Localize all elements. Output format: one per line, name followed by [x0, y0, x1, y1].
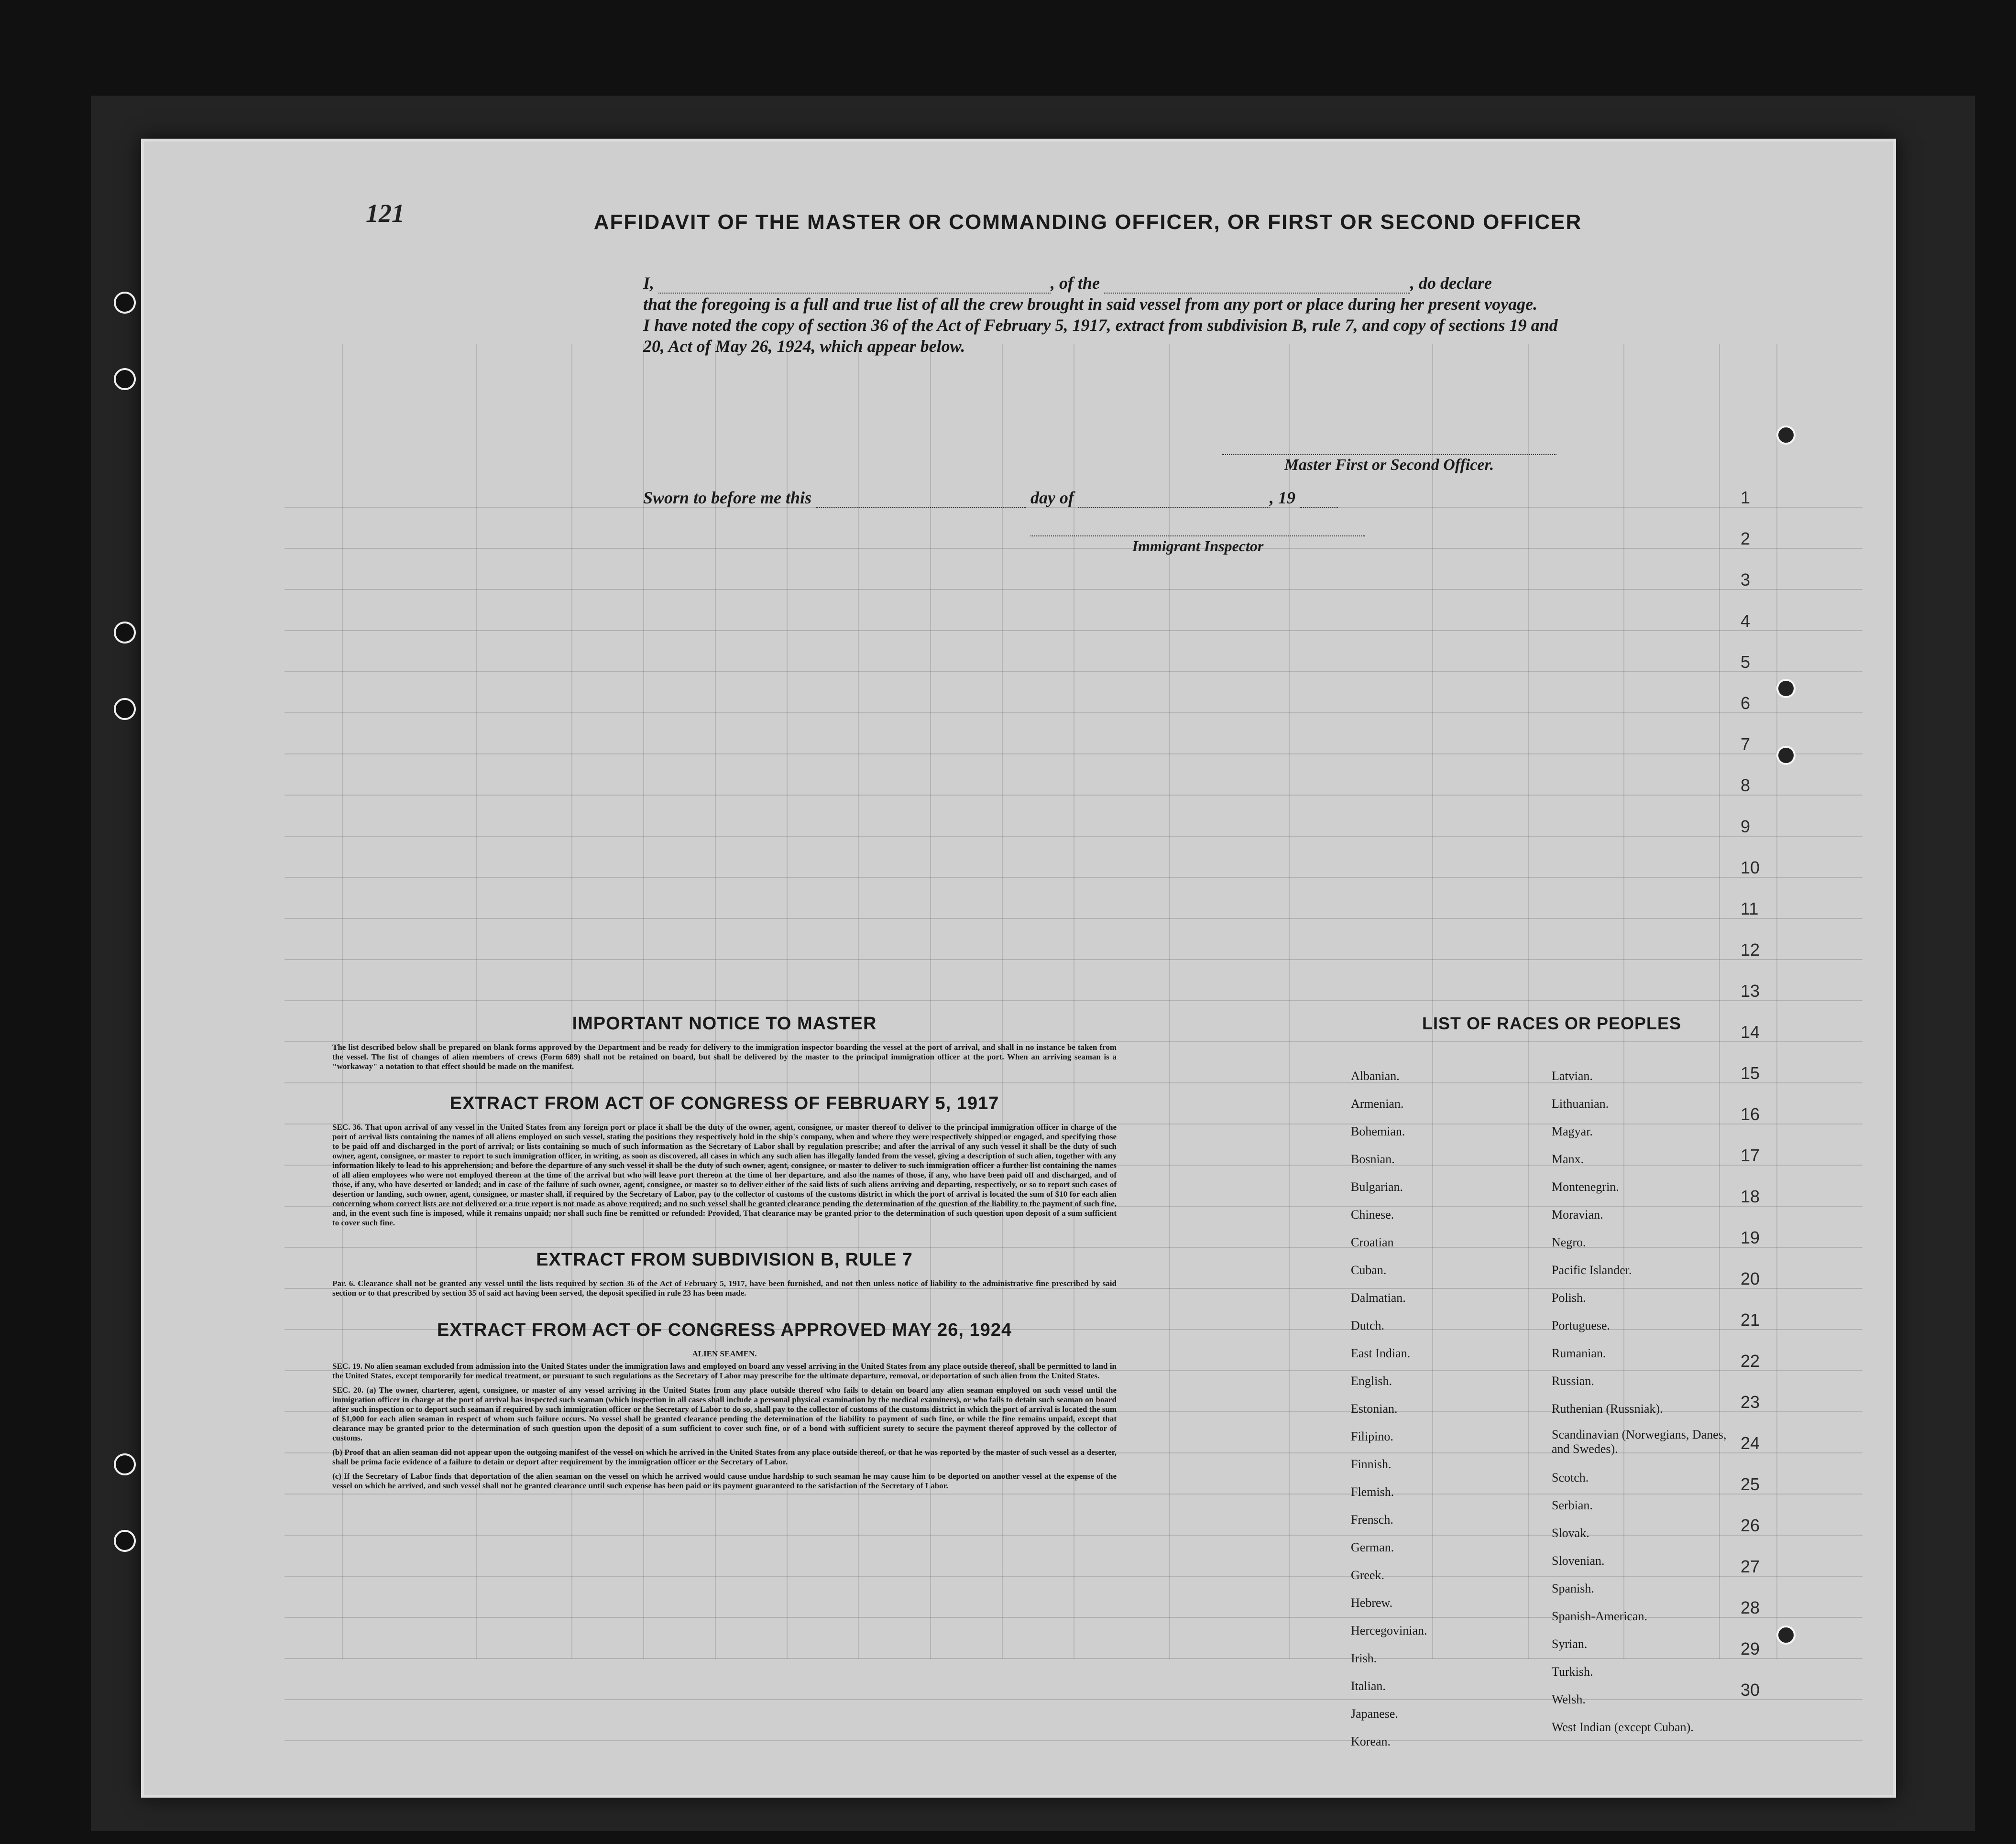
race-item: Lithuanian.: [1552, 1097, 1609, 1111]
race-item: Latvian.: [1552, 1069, 1593, 1083]
race-item: Slovak.: [1552, 1526, 1589, 1540]
race-item: Bulgarian.: [1351, 1180, 1403, 1194]
row-number: 20: [1741, 1269, 1760, 1288]
race-item: Frensch.: [1351, 1513, 1393, 1527]
row-number: 5: [1741, 652, 1751, 672]
affidavit-body-3: 20, Act of May 26, 1924, which appear below.: [643, 337, 965, 356]
race-item: Ruthenian (Russniak).: [1552, 1402, 1663, 1416]
sworn-year-field[interactable]: [1300, 507, 1338, 508]
row-number: 18: [1741, 1187, 1760, 1206]
race-item: Estonian.: [1351, 1402, 1398, 1416]
row-number: 27: [1741, 1557, 1760, 1576]
row-number: 29: [1741, 1639, 1760, 1659]
race-item: Welsh.: [1552, 1692, 1586, 1706]
races-left-column: [1351, 1062, 1566, 1756]
race-item: Hebrew.: [1351, 1596, 1393, 1610]
rule7-heading: EXTRACT FROM SUBDIVISION B, RULE 7: [536, 1250, 913, 1270]
sec20c-text: (c) If the Secretary of Labor finds that deportation of the alien seaman on the vessel on which he arrived would cause undue hardship to such seaman he may cause him to be deported on another vessel at the expense of the vessel on which he arrived, and such vessel shall not be granted clearance until such expense has been paid or its payment guaranteed to the satisfaction of the Secretary of Labor.: [332, 1472, 1117, 1490]
row-number: 12: [1741, 940, 1760, 960]
row-number: 19: [1741, 1228, 1760, 1247]
race-item: English.: [1351, 1374, 1392, 1388]
race-item: Cuban.: [1351, 1263, 1387, 1277]
notice-column: [332, 1014, 1117, 1495]
row-number: 26: [1741, 1516, 1760, 1535]
sworn-day-field[interactable]: [816, 507, 1026, 508]
row-number: 8: [1741, 775, 1751, 795]
race-item: Scotch.: [1552, 1471, 1589, 1484]
manifest-sheet: [141, 139, 1896, 1798]
race-item: Greek.: [1351, 1568, 1385, 1582]
race-item: Bosnian.: [1351, 1152, 1395, 1166]
sheet-number: 121: [366, 199, 405, 228]
race-item: Albanian.: [1351, 1069, 1400, 1083]
row-number: 4: [1741, 611, 1751, 631]
affidavit-declaration-line: [643, 273, 1600, 294]
affidavit-block: [514, 210, 1662, 555]
row-number: 21: [1741, 1310, 1760, 1330]
punch-hole: [114, 698, 136, 720]
row-number: 2: [1741, 529, 1751, 548]
sworn-prefix: Sworn to before me this: [643, 488, 812, 507]
race-item: Spanish-American.: [1552, 1609, 1648, 1623]
sec19-text: SEC. 19. No alien seaman excluded from admission into the United States under the immigration laws and employed on board any vessel arriving in the United States from any place outside thereof, shall be permitted to land in the United States, except temporarily for medical treatment, or pursuant to such regulations as the Secretary of Labor may prescribe for the ultimate departure, removal, or deportation of such alien from the United States.: [332, 1362, 1117, 1380]
race-item: Slovenian.: [1552, 1554, 1605, 1568]
row-number: 16: [1741, 1104, 1760, 1124]
ghost-column-line: [1776, 344, 1777, 1659]
affidavit-body-1: that the foregoing is a full and true list of all the crew brought in said vessel from any port or place during her present voyage.: [643, 295, 1538, 314]
race-item: Manx.: [1552, 1152, 1584, 1166]
sworn-line: [643, 488, 1647, 508]
punch-hole: [114, 1530, 136, 1552]
row-number: 3: [1741, 570, 1751, 589]
act-1917-text: SEC. 36. That upon arrival of any vessel in the United States from any foreign port or place it shall be the duty of the owner, agent, consignee, or master thereof to deliver to the principal immigration officer in charge of the port of arrival lists containing the names of all aliens employed on such vessel, stating the positions they respectively hold in the ship's company, when and where they were respectively shipped or engaged, and specifying those to be paid off and discharged in the port of arrival; or lists containing so much of such information as the Secretary of Labor shall by regulation prescribe; and after the arrival of any such vessel it shall be the duty of such owner, agent, consignee, or master to report to such immigration officer, in writing, as soon as discovered, all cases in which any such alien has illegally landed from the vessel, giving a description of such alien, together with any information likely to lead to his apprehension; and before the departure of any such vessel it shall be the duty of such owner, agent, consignee, or master to deliver to such immigration officer a further list containing the names of all alien employees who were not employed thereon at the time of the arrival but who will leave port thereon at the time of her departure, and also the names of those, if any, who have been paid off and discharged, and of those, if any, who have deserted or landed; and in case of the failure of such owner, agent, consignee, or master so to deliver either of the said lists of such aliens arriving and departing, respectively, or so to report such cases of desertion or landing, such owner, agent, consignee, or master shall, if required by the Secretary of Labor, pay to the collector of customs of the customs district in which the port of arrival is located the sum of $10 for each alien concerning whom correct lists are not delivered or a true report is not made as above required; and no such vessel shall be granted clearance pending the determination of the question of the liability to the payment of such fine, and, in the event such fine is imposed, while it remains unpaid; nor shall such fine be remitted or refunded: Provided, That clearance may be granted prior to the determination of such question upon deposit of a sum sufficient to cover such fine.: [332, 1123, 1117, 1227]
punch-hole: [114, 622, 136, 644]
race-item: Bohemian.: [1351, 1124, 1405, 1138]
punch-hole: [1776, 746, 1796, 765]
act-1924-heading: EXTRACT FROM ACT OF CONGRESS APPROVED MAY 26, 1924: [437, 1320, 1012, 1340]
punch-hole: [114, 1453, 136, 1475]
race-item: Dalmatian.: [1351, 1291, 1406, 1305]
row-number: 7: [1741, 734, 1751, 754]
race-item: Negro.: [1552, 1235, 1586, 1249]
sworn-year: , 19: [1270, 488, 1296, 507]
race-item: Serbian.: [1552, 1498, 1593, 1512]
sec20b-text: (b) Proof that an alien seaman did not appear upon the outgoing manifest of the vessel on which he arrived in the United States from any place outside thereof, or that he was reported by the master of such vessel as a deserter, shall be prima facie evidence of a failure to detain or deport after requirement by the immigration officer or the Secretary of Labor.: [332, 1448, 1117, 1466]
affidavit-do-declare: , do declare: [1410, 273, 1492, 293]
inspector-signature-line[interactable]: Immigrant Inspector: [1030, 535, 1365, 555]
sec20a-text: SEC. 20. (a) The owner, charterer, agent, consignee, or master of any vessel arriving in the United States from any place outside thereof who fails to detain on board any alien seaman employed on such vessel until the immigration officer in charge at the port of arrival has inspected such seaman (which inspection in all cases shall include a personal physical examination by the medical examiners), or who fails to detain such seaman on board after such inspection or to deport such seaman if required by such immigration officer or the Secretary of Labor to do so, shall pay to the collector of customs of the customs district in which the port of arrival is located the sum of $1,000 for each alien seaman in respect of whom such failure occurs. No vessel shall be granted clearance pending the determination of the liability to payment of such fine, or while the fine remains unpaid, except that clearance may be granted prior to the determination of such question upon the deposit of a sum sufficient to cover such fine, or of a bond with sufficient surety to secure the payment thereof approved by the collector of customs.: [332, 1386, 1117, 1442]
row-number: 25: [1741, 1474, 1760, 1494]
punch-hole: [1776, 426, 1796, 445]
race-item: Dutch.: [1351, 1319, 1385, 1332]
notice-heading: IMPORTANT NOTICE TO MASTER: [572, 1014, 877, 1034]
row-number: 6: [1741, 693, 1751, 713]
race-item: Magyar.: [1552, 1124, 1593, 1138]
row-number: 30: [1741, 1680, 1760, 1700]
alien-seamen-subheading: ALIEN SEAMEN.: [692, 1349, 757, 1358]
race-item: Rumanian.: [1552, 1346, 1606, 1360]
race-item: Moravian.: [1552, 1208, 1603, 1222]
race-item: Korean.: [1351, 1735, 1391, 1748]
race-item: Japanese.: [1351, 1707, 1398, 1721]
race-item: Turkish.: [1552, 1665, 1593, 1679]
row-number: 9: [1741, 817, 1751, 836]
punch-hole: [114, 292, 136, 314]
row-number: 1: [1741, 488, 1751, 507]
row-number: 13: [1741, 981, 1760, 1001]
race-item: German.: [1351, 1540, 1394, 1554]
race-item: Croatian: [1351, 1235, 1394, 1249]
row-number: 15: [1741, 1063, 1760, 1083]
race-item: Italian.: [1351, 1679, 1386, 1693]
notice-text: The list described below shall be prepared on blank forms approved by the Department and be ready for delivery to the immigration inspector boarding the vessel at the port of arrival, and shall in no instance be taken from the vessel. The list of changes of alien members of crews (Form 689) shall not be retained on board, but shall be delivered by the master to the principal immigration officer at the port. When an arriving seaman is a "workaway" a notation to that effect should be made on the manifest.: [332, 1043, 1117, 1071]
row-number: 17: [1741, 1146, 1760, 1165]
race-item: Hercegovinian.: [1351, 1624, 1427, 1637]
race-item: Spanish.: [1552, 1582, 1594, 1595]
race-item: West Indian (except Cuban).: [1552, 1720, 1694, 1734]
race-item: Filipino.: [1351, 1429, 1393, 1443]
race-item: Irish.: [1351, 1651, 1377, 1665]
races-right-column: [1552, 1062, 1767, 1741]
punch-hole: [114, 368, 136, 390]
row-number: 11: [1741, 899, 1759, 918]
race-item: Polish.: [1552, 1291, 1586, 1305]
affidavit-i: I,: [643, 273, 655, 293]
race-item: Chinese.: [1351, 1208, 1394, 1222]
row-number: 14: [1741, 1022, 1760, 1042]
race-item: East Indian.: [1351, 1346, 1411, 1360]
rule7-text: Par. 6. Clearance shall not be granted any vessel until the lists required by section 36 of the Act of February 5, 1917, have been furnished, and not then unless notice of liability to the administrative fine prescribed by said section or to that prescribed by section 35 of said act having been served, the deposit specified in rule 23 has been made.: [332, 1279, 1117, 1298]
sworn-day-of: day of: [1030, 488, 1074, 507]
punch-hole: [1776, 1626, 1796, 1645]
sworn-month-field[interactable]: [1078, 507, 1270, 508]
row-number: 28: [1741, 1598, 1760, 1617]
master-signature-line[interactable]: Master First or Second Officer.: [1222, 454, 1556, 474]
races-heading: LIST OF RACES OR PEOPLES: [1422, 1014, 1682, 1033]
affidavit-of-the: , of the: [1051, 273, 1100, 293]
race-item: Montenegrin.: [1552, 1180, 1619, 1194]
row-number: 23: [1741, 1392, 1760, 1412]
row-number: 24: [1741, 1433, 1760, 1453]
race-item: Syrian.: [1552, 1637, 1588, 1651]
race-item: Portuguese.: [1552, 1319, 1611, 1332]
affidavit-title: AFFIDAVIT OF THE MASTER OR COMMANDING OFFICER, OR FIRST OR SECOND OFFICER: [593, 210, 1582, 234]
race-item: Pacific Islander.: [1552, 1263, 1632, 1277]
row-number: 22: [1741, 1351, 1760, 1371]
race-item: Scandinavian (Norwegians, Danes, and Swedes).: [1552, 1428, 1727, 1456]
race-item: Flemish.: [1351, 1485, 1394, 1499]
row-number: 10: [1741, 858, 1760, 877]
race-item: Armenian.: [1351, 1097, 1404, 1111]
race-item: Finnish.: [1351, 1457, 1391, 1471]
punch-hole: [1776, 679, 1796, 698]
act-1917-heading: EXTRACT FROM ACT OF CONGRESS OF FEBRUARY 5, 1917: [449, 1093, 999, 1113]
race-item: Russian.: [1552, 1374, 1594, 1388]
affidavit-body-2: I have noted the copy of section 36 of the Act of February 5, 1917, extract from subdivision B, rule 7, and copy of sections 19 and: [643, 316, 1558, 335]
